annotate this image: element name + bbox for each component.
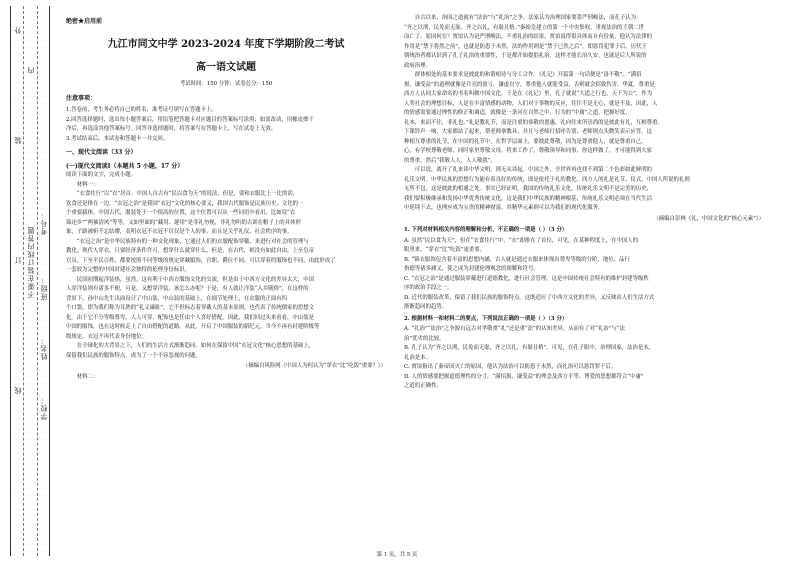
notice-item: 2.回答选择题时，选出每小题答案后，用铅笔把答题卡对应题目的答案标号涂黑；如需改动，用橡皮擦干: [66, 116, 314, 123]
question-2-option: D. 人的情感要把握道德理性的分寸，“满招损，谦受益”的理念及西方平等、博爱的思想都符合“中庸”: [404, 373, 644, 380]
material1-line: 教化。现代人穿衣，只要经济条件许可，想穿什么就穿什么，但是，在古代，则没有如此自由，上至皇帝: [66, 248, 314, 254]
material1-line: 化。由于它不分等级尊卑，人人可穿，配饰也是任由个人喜好搭配。因此，我们回过头来看看，中山装是: [66, 314, 314, 321]
strip-label-line: 线: [14, 386, 22, 394]
right-passage-line: 自古以来，治国之道就有“法治”与“礼治”之争。法家认为治理国家要靠严刑峻法，而孔子认为：: [414, 15, 642, 21]
material1-line: 民国初期起洋装热，虽然，这有利于中西方服饰文化的交流，但是由于中西方文化的差异太大，中国: [76, 276, 314, 283]
sub-section-heading: (一)现代文阅读Ⅰ（本题共 5 小题，17 分）: [66, 162, 184, 170]
strip-label-outer: 外: [14, 26, 22, 34]
school-label: 学校：: [40, 396, 48, 420]
material1-line: 背景下，孙中山先生出面设计了中山装，中山装的基础上，在细节处理上，在衣服的正面有四: [66, 295, 288, 302]
right-passage-line: 损，谦受益”的道理就像是月亮的盈亏，谦虚自守，尊重他人就能受益，否则就会招致伤害。华夏，尊重是: [404, 81, 655, 88]
right-passage-line: 政府治理。: [404, 62, 431, 69]
strip-inner-label: 内: [27, 66, 35, 74]
right-passage-line: 而亡了，原因何在？贾谊认为是严刑峻法，不重礼治的结果，贾谊说得很具体而且有份量，他认为法律的: [404, 34, 652, 40]
material1-line: 饮食还是排在一边。“衣冠之治”是我国“衣冠”文化的核心要义，我国古代服饰是民族历史、文化的一: [66, 200, 304, 207]
notice-item: 净后，再选涂其他答案标号。回答非选择题时，将答案写在答题卡上，写在试卷上无效。: [66, 126, 277, 132]
right-passage-line: 心，有学校尊敬老师，同时家里尊敬父母，将来工作了，尊敬领导和同事，你这样做了，才可能得到大家: [404, 148, 652, 154]
question-2-option: A. “礼治”“法治”之争源自远古对孝敬重“礼”还是重“法”的认知差异，从而有了对“礼治”与“法: [404, 326, 625, 332]
left-column: [66, 8, 386, 382]
right-passage-line: 礼本，来而不往，非礼也。”礼是教礼节，而是注重的恭敬的恩惠，礼向往来所崇尚的是彼此有礼，互相尊重。: [404, 119, 663, 126]
material1-line: “衣食住行”以“衣”居首。中国人自古有“民以食为天”的说法，但是，要和衣服比上一比的话，: [76, 191, 299, 197]
right-passage-line: 中延续下去，也理应成为宝贵的精神财富，其精华元素则可以为我们的现代化服务。: [404, 205, 604, 211]
question-2: 2. 根据材料一和材料二的要点，下列说法正确的一项是（ ）（3 分）: [404, 315, 568, 322]
right-passage-line: “齐之以刑，民免而无耻。齐之以礼，有耻且格。”秦始皇建立的第一个中央集权，重视法治的王朝二世: [404, 24, 644, 31]
binding-strip: [10, 6, 50, 556]
notice-item: 3.考试结束后，本试卷和答题卡一并交回。: [66, 135, 169, 142]
page-footer: 第 1 页，共 5 页: [376, 552, 418, 558]
material1-line: 在全球化的大背景之下，人们的生活方式渐渐趋同。如何在保留中国“衣冠文化”核心思想的基础上，: [76, 343, 315, 349]
instruction: 阅读下面的文字，完成小题。: [66, 172, 137, 178]
subject-title: 高一语文试题: [196, 62, 256, 73]
strip-label-seal: 装: [14, 136, 22, 144]
right-passage-line: 朝统治者都认识到了孔子礼治的重要性，于是都开始提倡礼治，这样才能长治久安，也就是后人所说的: [404, 53, 647, 59]
question-1-options: [404, 237, 764, 313]
right-passage-line: 人类社会的理想目标，人是在丰富情感的动物，人们对于事物的反应，往往不是无心，就是不及，因此，人: [404, 100, 658, 107]
material-label: 材料二：: [76, 373, 99, 380]
right-passage-line: 下课铃声一响，大家都站了起来，帮老师拿教具，并且与老师打招呼告别，老师则点头微笑表示应答。这: [404, 129, 652, 135]
question-2-option: B. 孔子认为“齐之以刑，民免而无耻，齐之以礼，有耻且格”，可见，在孔子眼中，治理国家，法治是末，: [404, 345, 655, 351]
question-1: 1. 下列对材料相关内容的理解和分析，不正确的一项是（ ）（3 分）: [404, 227, 568, 233]
right-passage-line: 无所不包，这是彼此的相通之处。事实已经证明，我国的传统礼乐文化，传统礼乐文明不是完美的历史，: [404, 186, 652, 192]
question-1-option: C. “衣冠之治”是通过服装穿戴进行道德教化，进行社会管理，这是中国传统社会特有的维护封建等级秩: [404, 275, 649, 282]
question-2-option: 之道的正确性。: [404, 383, 442, 389]
question-2-option: 治”优劣的比较。: [404, 335, 445, 342]
class-label: 班级：: [40, 276, 48, 300]
material-label: 材料一：: [76, 181, 99, 188]
material1-line: 官员，下至平民百姓，都要按照不同等级的规定穿戴服饰，官职、爵位不同，可以穿着的服饰也不同，由此形成了: [66, 257, 336, 264]
right-passage-line: 礼乐文明。中华民族的思想行为能有着良好的传统，即是依托于礼的教化。西方人的礼是礼节、仪式，中国人所说的礼则: [404, 176, 690, 183]
right-passage-2: [404, 166, 764, 214]
name-label: 姓名：: [40, 336, 48, 360]
material1-line: “衣冠之治”是中华民族特有的一种文化现象，它通过人们的衣服配饰穿戴，来进行对社会的管理与: [76, 238, 309, 245]
inner-seal-line: [37, 6, 38, 556]
right-passage-line: 种相互尊重的礼节，在中国的礼节中，在哲学层面上，要彼此尊敬，因为是尊重他人，就是尊重自己。: [404, 138, 647, 145]
outer-seal-line: [23, 6, 24, 556]
question-1-option: 序的政治手段之一。: [404, 285, 453, 291]
right-source: （摘编自彭林《礼，中国文化的“核心元素”》）: [653, 215, 764, 222]
right-passage-line: 西方人认同大家命名的书名叫做中国文化。于是在《礼记》里，孔子就说“大道之行也，天下为公”，作为: [404, 91, 653, 97]
material1-line: 中国的服饰，也在这时候走上了自由搭配的道路。从此，开启了中国服装的新纪元，当今不再有封建阶级等: [66, 324, 320, 330]
secret-mark: 绝密★启用前: [66, 18, 103, 25]
notice-item: 1.答卷前，考生务必将自己的姓名、准考证号填写在答题卡上。: [66, 107, 217, 113]
material1-line: 级规定，衣冠不再代表身份地位。: [66, 333, 147, 340]
question-2-options: [404, 325, 764, 392]
right-passage-line: 群体相处的基本要求是彼此的和谐相待与分工合作。《礼记》开篇第一句话便是“毋不敬”。“满招: [414, 72, 642, 78]
question-1-option: D. 近代的服装改革，保留了我们民族的服饰特点。这既适应了中西方文化的差异，又反映出人们生活方式: [404, 294, 655, 301]
material1-line: 个口袋，即为我们称为耳熟的“礼义廉耻”，它不但标志着穿戴人的基本原则，也代表了传统儒家的思想文: [66, 305, 315, 311]
right-column: [404, 14, 764, 392]
material1-line: 一套较为完整的中国封建社会独特的伦理身份标识。: [66, 267, 190, 273]
exam-info: 考试时间：150 分钟；试卷总分：150: [179, 81, 273, 87]
material1-line: 人穿洋装则有诸多不便，可是，又想穿洋装，该怎么办呢？于是，有人就让洋装“入乡随俗”，在这样的: [66, 286, 309, 292]
notice-heading: 注意事项：: [66, 95, 97, 102]
no-answer-notice: 不要在装订线内答题: [27, 226, 35, 298]
question-1-option: A. 虽然“民以食为天”，但在“衣食住行”中，“衣”却排在了首位，可见，在某种程度上，在中国人的: [404, 237, 639, 244]
right-passage-line: 作用是“禁于将然之前”，也就是防患于未然。法的作用则是“禁于已然之后”，即惩罚犯罪于后。历代王: [404, 43, 647, 50]
right-passage-line: 的尊重，然后“我敬人人，人人敬我”。: [404, 157, 496, 164]
section-heading: 一、现代文阅读（33 分）: [66, 149, 137, 156]
question-1-option: B. “锦衣服饰包含着丰富的思想内涵，古人就是通过衣服来体现出尊卑等级的分阶，地位、品行: [404, 256, 630, 263]
question-1-option: 指德等诸多涵义，使之成为封建伦理观念的图解和符号。: [404, 266, 539, 272]
right-passage-line: 的情感需要通过理性的修正和调适，就像是一条河在自然之中，行为的“中庸”之道，把握好度。: [404, 110, 631, 116]
question-1-option: 眼里来，“穿衣”比“吃饭”更重要。: [404, 247, 486, 253]
exam-no-label: 考号：: [40, 211, 48, 235]
right-passage-line: 可以说，离开了礼来谈中华文明，则无从谈起。中国之外，全世界再也找不到第二个色彩如此鲜明的: [414, 167, 652, 173]
material1-source: （摘编自风险网《中国人为何认为“穿衣”比“吃饭”重要？》）: [242, 363, 386, 369]
question-2-option: C. 贾谊指出了秦帝国灭亡的原因，他认为法治可以防患于未然，而礼治可以惩罚罪于后。: [404, 364, 617, 370]
question-2-option: 礼治是本。: [404, 354, 431, 361]
right-passage-line: 我们要积极继承和发扬中华优秀传统文化，这是我们中华民族的精神根基，传统礼乐文明必须在当代生活: [404, 195, 652, 202]
material1-line: 锦还乡”“两袖清风”等等，又如里面的“藏用、邃用”是非礼勿视，非礼勿听的古训在帽子上的具体形: [66, 219, 301, 226]
material1-line: 象，子路被斩不忘结缨，表明衣冠不衣冠不仅仅是个人的事，而且是关乎礼仪、社会秩序的事。: [66, 229, 293, 235]
material1-body: [66, 190, 386, 361]
strip-label-fill: 订: [14, 256, 22, 264]
exam-title: 九江市同文中学 2023-2024 年度下学期阶段二考试: [107, 39, 345, 50]
question-1-option: 渐渐趋同的趋势。: [404, 304, 448, 310]
right-passage: [404, 14, 764, 166]
material1-line: 个重要载体。中国古代，服装处于一个很高的位置，这个位置可以从一些词语中看出，比如说“衣: [66, 210, 296, 216]
material1-line: 保留我们民族的服饰特点，成为了一个不容忽视的问题。: [66, 352, 201, 359]
